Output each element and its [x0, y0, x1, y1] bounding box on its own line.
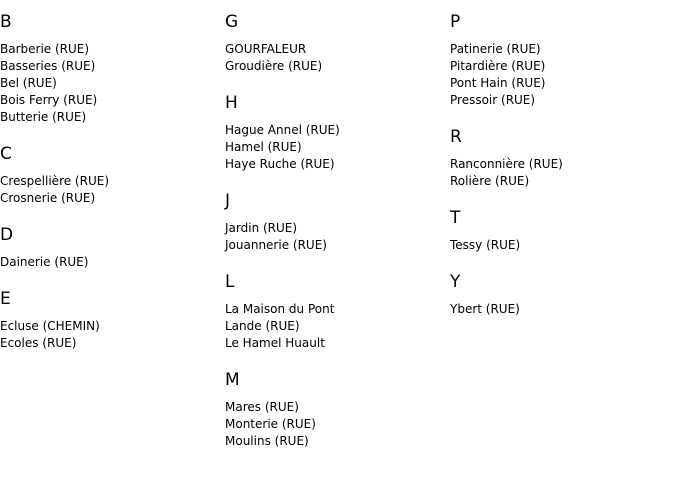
street-list [0, 173, 220, 207]
letter-heading: G [225, 12, 239, 32]
street-index-column-3 [450, 11, 670, 335]
letter-heading: H [225, 93, 238, 113]
street-list [450, 301, 670, 318]
street-item[interactable]: Rolière (RUE) [450, 174, 530, 188]
letter-heading: M [225, 370, 240, 390]
letter-heading: L [225, 272, 235, 292]
street-item[interactable]: Dainerie (RUE) [0, 255, 89, 269]
street-list [225, 301, 445, 352]
street-index-column-2 [225, 11, 445, 467]
street-item[interactable]: GOURFALEUR [225, 42, 307, 56]
letter-heading: D [0, 225, 14, 245]
street-item[interactable]: Pressoir (RUE) [450, 93, 536, 107]
street-item[interactable]: Ecluse (CHEMIN) [0, 319, 100, 333]
street-item[interactable]: Hague Annel (RUE) [225, 123, 340, 137]
street-item[interactable]: Ecoles (RUE) [0, 336, 77, 350]
street-item[interactable]: Crespellière (RUE) [0, 174, 110, 188]
street-item[interactable]: Patinerie (RUE) [450, 42, 541, 56]
street-item[interactable]: Basseries (RUE) [0, 59, 96, 73]
letter-group-p [450, 11, 670, 109]
street-item[interactable]: Hamel (RUE) [225, 140, 302, 154]
letter-group-m [225, 369, 445, 450]
letter-heading: B [0, 12, 12, 32]
letter-heading: E [0, 289, 11, 309]
street-list [225, 122, 445, 173]
street-item[interactable]: Pont Hain (RUE) [450, 76, 546, 90]
street-list [0, 254, 220, 271]
letter-heading: Y [450, 272, 461, 292]
letter-group-l [225, 271, 445, 352]
street-list [225, 399, 445, 450]
street-item[interactable]: Groudière (RUE) [225, 59, 323, 73]
letter-group-c [0, 143, 220, 207]
letter-group-e [0, 288, 220, 352]
letter-group-y [450, 271, 670, 318]
letter-group-g [225, 11, 445, 75]
street-list [0, 318, 220, 352]
letter-group-j [225, 190, 445, 254]
street-item[interactable]: Ybert (RUE) [450, 302, 520, 316]
street-item[interactable]: Tessy (RUE) [450, 238, 521, 252]
street-item[interactable]: Lande (RUE) [225, 319, 300, 333]
letter-group-t [450, 207, 670, 254]
street-item[interactable]: Butterie (RUE) [0, 110, 87, 124]
letter-heading: J [225, 191, 231, 211]
street-item[interactable]: Jardin (RUE) [225, 221, 298, 235]
letter-heading: C [0, 144, 12, 164]
street-list [450, 156, 670, 190]
street-item[interactable]: Bois Ferry (RUE) [0, 93, 98, 107]
street-list [225, 41, 445, 75]
street-item[interactable]: La Maison du Pont [225, 302, 335, 316]
street-list [450, 41, 670, 109]
street-item[interactable]: Barberie (RUE) [0, 42, 90, 56]
street-item[interactable]: Le Hamel Huault [225, 336, 325, 350]
letter-group-b [0, 11, 220, 126]
street-item[interactable]: Monterie (RUE) [225, 417, 316, 431]
street-list [450, 237, 670, 254]
street-item[interactable]: Jouannerie (RUE) [225, 238, 327, 252]
letter-heading: R [450, 127, 462, 147]
street-item[interactable]: Ranconnière (RUE) [450, 157, 563, 171]
street-index-column-1 [0, 11, 220, 369]
street-item[interactable]: Haye Ruche (RUE) [225, 157, 335, 171]
letter-heading: P [450, 12, 461, 32]
street-list [225, 220, 445, 254]
street-item[interactable]: Bel (RUE) [0, 76, 57, 90]
letter-heading: T [450, 208, 461, 228]
street-item[interactable]: Crosnerie (RUE) [0, 191, 96, 205]
street-item[interactable]: Pitardière (RUE) [450, 59, 546, 73]
letter-group-h [225, 92, 445, 173]
letter-group-d [0, 224, 220, 271]
letter-group-r [450, 126, 670, 190]
street-item[interactable]: Moulins (RUE) [225, 434, 309, 448]
street-item[interactable]: Mares (RUE) [225, 400, 299, 414]
street-list [0, 41, 220, 126]
